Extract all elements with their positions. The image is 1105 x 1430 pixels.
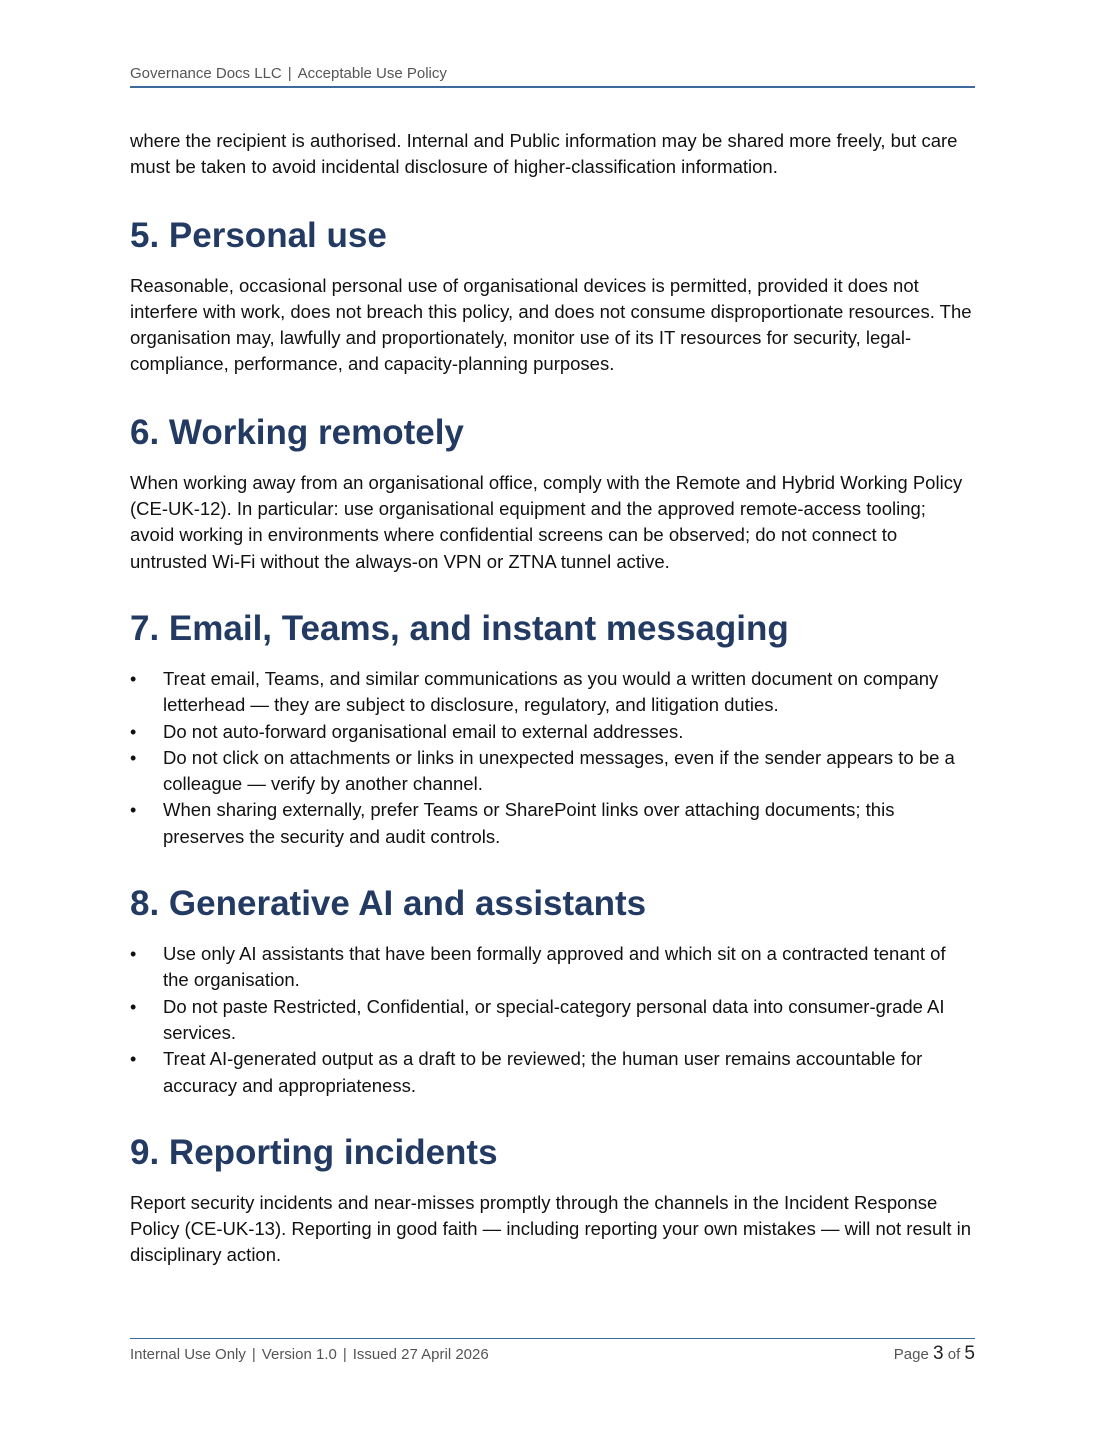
header-doc-title: Acceptable Use Policy: [297, 65, 447, 82]
footer-separator: |: [342, 1346, 347, 1363]
section-9-heading: 9. Reporting incidents: [130, 1132, 498, 1172]
section-6-heading: 6. Working remotely: [130, 412, 464, 452]
section-7-list: [130, 666, 975, 850]
page-footer: [130, 1338, 975, 1365]
bullet-icon: •: [130, 721, 137, 742]
footer-classification: Internal Use Only: [130, 1346, 246, 1363]
section-5-paragraph: Reasonable, occasional personal use of organisational devices is permitted, provided it does not interfere with work, does not breach this policy, and does not consume disproportionate resources. The organisation may, lawfully and proportionately, monitor use of its IT resources for security, legal-compliance, performance, and capacity-planning purposes.: [130, 274, 972, 375]
section-5-heading: 5. Personal use: [130, 215, 387, 255]
list-item: [130, 1046, 975, 1099]
bullet-icon: •: [130, 747, 137, 768]
bullet-icon: •: [130, 668, 137, 689]
section-9-paragraph: Report security incidents and near-misses promptly through the channels in the Incident Response Policy (CE-UK-13). Reporting in good faith — including reporting your own mistakes — will not result in disciplinary action.: [130, 1191, 972, 1266]
bullet-icon: •: [130, 1049, 137, 1070]
page-total: 5: [964, 1343, 975, 1364]
list-item-text: Treat email, Teams, and similar communications as you would a written document on company letterhead — they are subject to disclosure, regulatory, and litigation duties.: [163, 667, 939, 716]
header-company: Governance Docs LLC: [130, 65, 282, 82]
section-8-list: [130, 941, 975, 1099]
list-item-text: Treat AI-generated output as a draft to be reviewed; the human user remains accountable for accuracy and appropriateness.: [163, 1048, 923, 1096]
page-header: [130, 64, 975, 88]
list-item-text: Do not paste Restricted, Confidential, or special-category personal data into consumer-grade AI services.: [163, 995, 945, 1043]
list-item: [130, 666, 975, 719]
section-7-heading: 7. Email, Teams, and instant messaging: [130, 608, 789, 648]
footer-issued: Issued 27 April 2026: [352, 1346, 489, 1363]
list-item-text: When sharing externally, prefer Teams or SharePoint links over attaching documents; this preserves the security and audit controls.: [163, 799, 895, 847]
document-body: [130, 128, 975, 1269]
continuation-paragraph: where the recipient is authorised. Internal and Public information may be shared more freely, but care must be taken to avoid incidental disclosure of higher-classification information.: [130, 130, 958, 178]
list-item: [130, 719, 975, 745]
footer-version: Version 1.0: [261, 1346, 337, 1363]
list-item-text: Use only AI assistants that have been formally approved and which sit on a contracted tenant of the organisation.: [163, 943, 946, 991]
bullet-icon: •: [130, 944, 137, 965]
list-item: [130, 994, 975, 1047]
list-item: [130, 797, 975, 850]
page-number: [894, 1344, 975, 1365]
bullet-icon: •: [130, 800, 137, 821]
list-item: [130, 745, 975, 798]
footer-separator: |: [251, 1346, 256, 1363]
list-item-text: Do not auto-forward organisational email to external addresses.: [163, 720, 684, 742]
section-8-heading: 8. Generative AI and assistants: [130, 884, 647, 924]
bullet-icon: •: [130, 996, 137, 1017]
page-word: Page: [893, 1346, 929, 1363]
page-current: 3: [932, 1343, 944, 1364]
list-item: [130, 941, 975, 994]
section-6-paragraph: When working away from an organisational office, comply with the Remote and Hybrid Working Policy (CE-UK-12). In particular: use organisational equipment and the approved remote-access tooling; avoid working in environments where confidential screens can be observed; do not connect to untrusted Wi-Fi without the always-on VPN or ZTNA tunnel active.: [130, 471, 963, 572]
list-item-text: Do not click on attachments or links in unexpected messages, even if the sender appears to be a colleague — verify by another channel.: [163, 746, 955, 795]
header-separator: |: [287, 65, 292, 82]
of-word: of: [947, 1346, 961, 1363]
